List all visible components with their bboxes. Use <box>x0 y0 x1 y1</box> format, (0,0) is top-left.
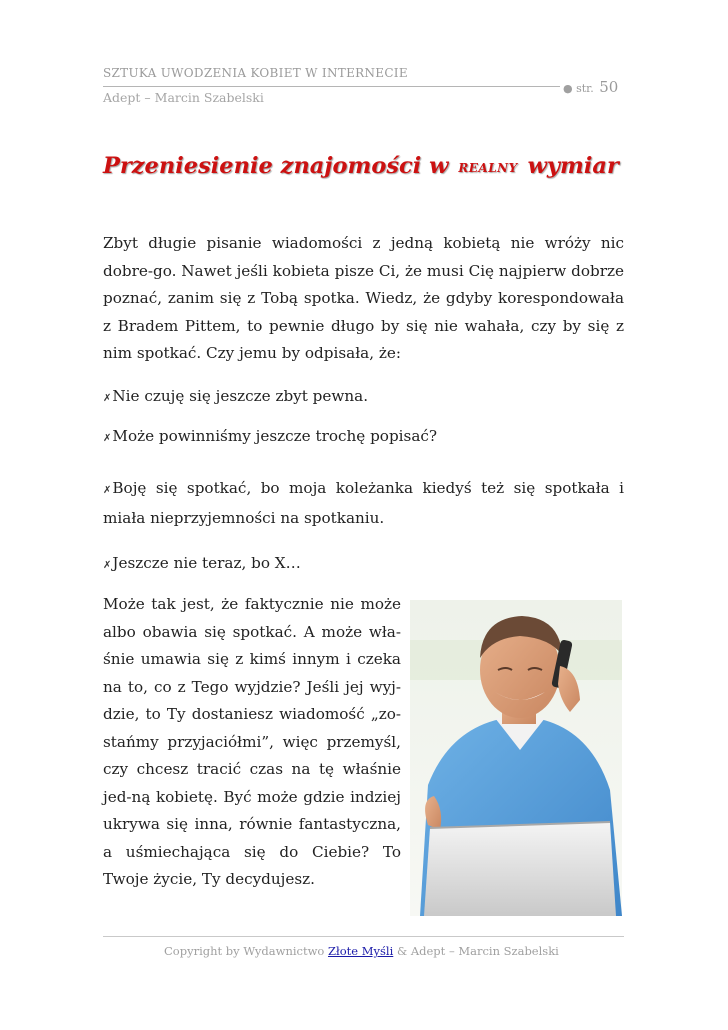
list-item-text: Może powinniśmy jeszcze trochę popisać? <box>112 427 438 445</box>
list-item-text: Jeszcze nie teraz, bo X… <box>112 554 301 572</box>
page-number <box>563 78 618 96</box>
bullet-icon: ● <box>563 82 573 95</box>
publisher-link[interactable]: Złote Myśli <box>328 944 394 958</box>
cross-mark-icon: ✗ <box>103 393 112 404</box>
list-item <box>103 383 624 413</box>
header-author: Adept – Marcin Szabelski <box>103 90 264 105</box>
chapter-title <box>103 153 619 179</box>
header-divider <box>103 86 560 87</box>
footer-copyright <box>164 944 559 958</box>
man-on-phone-photo <box>410 600 622 916</box>
list-item <box>103 423 624 453</box>
footer-suffix: & Adept – Marcin Szabelski <box>396 944 559 958</box>
book-title: SZTUKA UWODZENIA KOBIET W INTERNECIE <box>103 66 408 80</box>
footer-divider <box>103 936 624 937</box>
page-prefix: str. <box>576 82 594 95</box>
chapter-title-smallcaps: REALNY <box>458 161 518 175</box>
cross-mark-icon: ✗ <box>103 433 112 444</box>
cross-mark-icon: ✗ <box>103 485 112 496</box>
intro-paragraph: Zbyt długie pisanie wiadomości z jedną kobietą nie wróży nic dobre-go. Nawet jeśli kobieta pisze Ci, że musi Cię najpierw dobrze poznać, zanim się z Tobą spotka. Wiedz, że gdyby korespondowała z Bradem Pittem, to pewnie długo by się nie wahała, czy by się z nim spotkać. Czy jemu by odpisała, że: <box>103 234 624 362</box>
page-number-value: 50 <box>599 78 619 96</box>
list-item-text: Boję się spotkać, bo moja koleżanka kiedyś też się spotkała i miała nieprzyjemności na spotkaniu. <box>103 479 624 527</box>
list-item <box>103 550 624 580</box>
cross-mark-icon: ✗ <box>103 560 112 571</box>
list-item <box>103 475 624 532</box>
chapter-title-part2: wymiar <box>527 153 619 179</box>
closing-paragraph: Może tak jest, że faktycznie nie może albo obawia się spotkać. A może wła-śnie umawia się z kimś innym i czeka na to, co z Tego wyjdzie? Jeśli jej wyj-dzie, to Ty dostaniesz wiadomość „zo-stańmy przyjaciółmi”, więc przemyśl, czy chcesz tracić czas na tę właśnie jed-ną kobietę. Być może gdzie indziej ukrywa się inna, równie fantastyczna, a uśmiechająca się do Ciebie? To Twoje życie, Ty decydujesz. <box>103 595 401 888</box>
list-item-text: Nie czuję się jeszcze zbyt pewna. <box>112 387 369 405</box>
footer-prefix: Copyright by Wydawnictwo <box>164 944 325 958</box>
chapter-title-part1: Przeniesienie znajomości w <box>103 153 449 179</box>
